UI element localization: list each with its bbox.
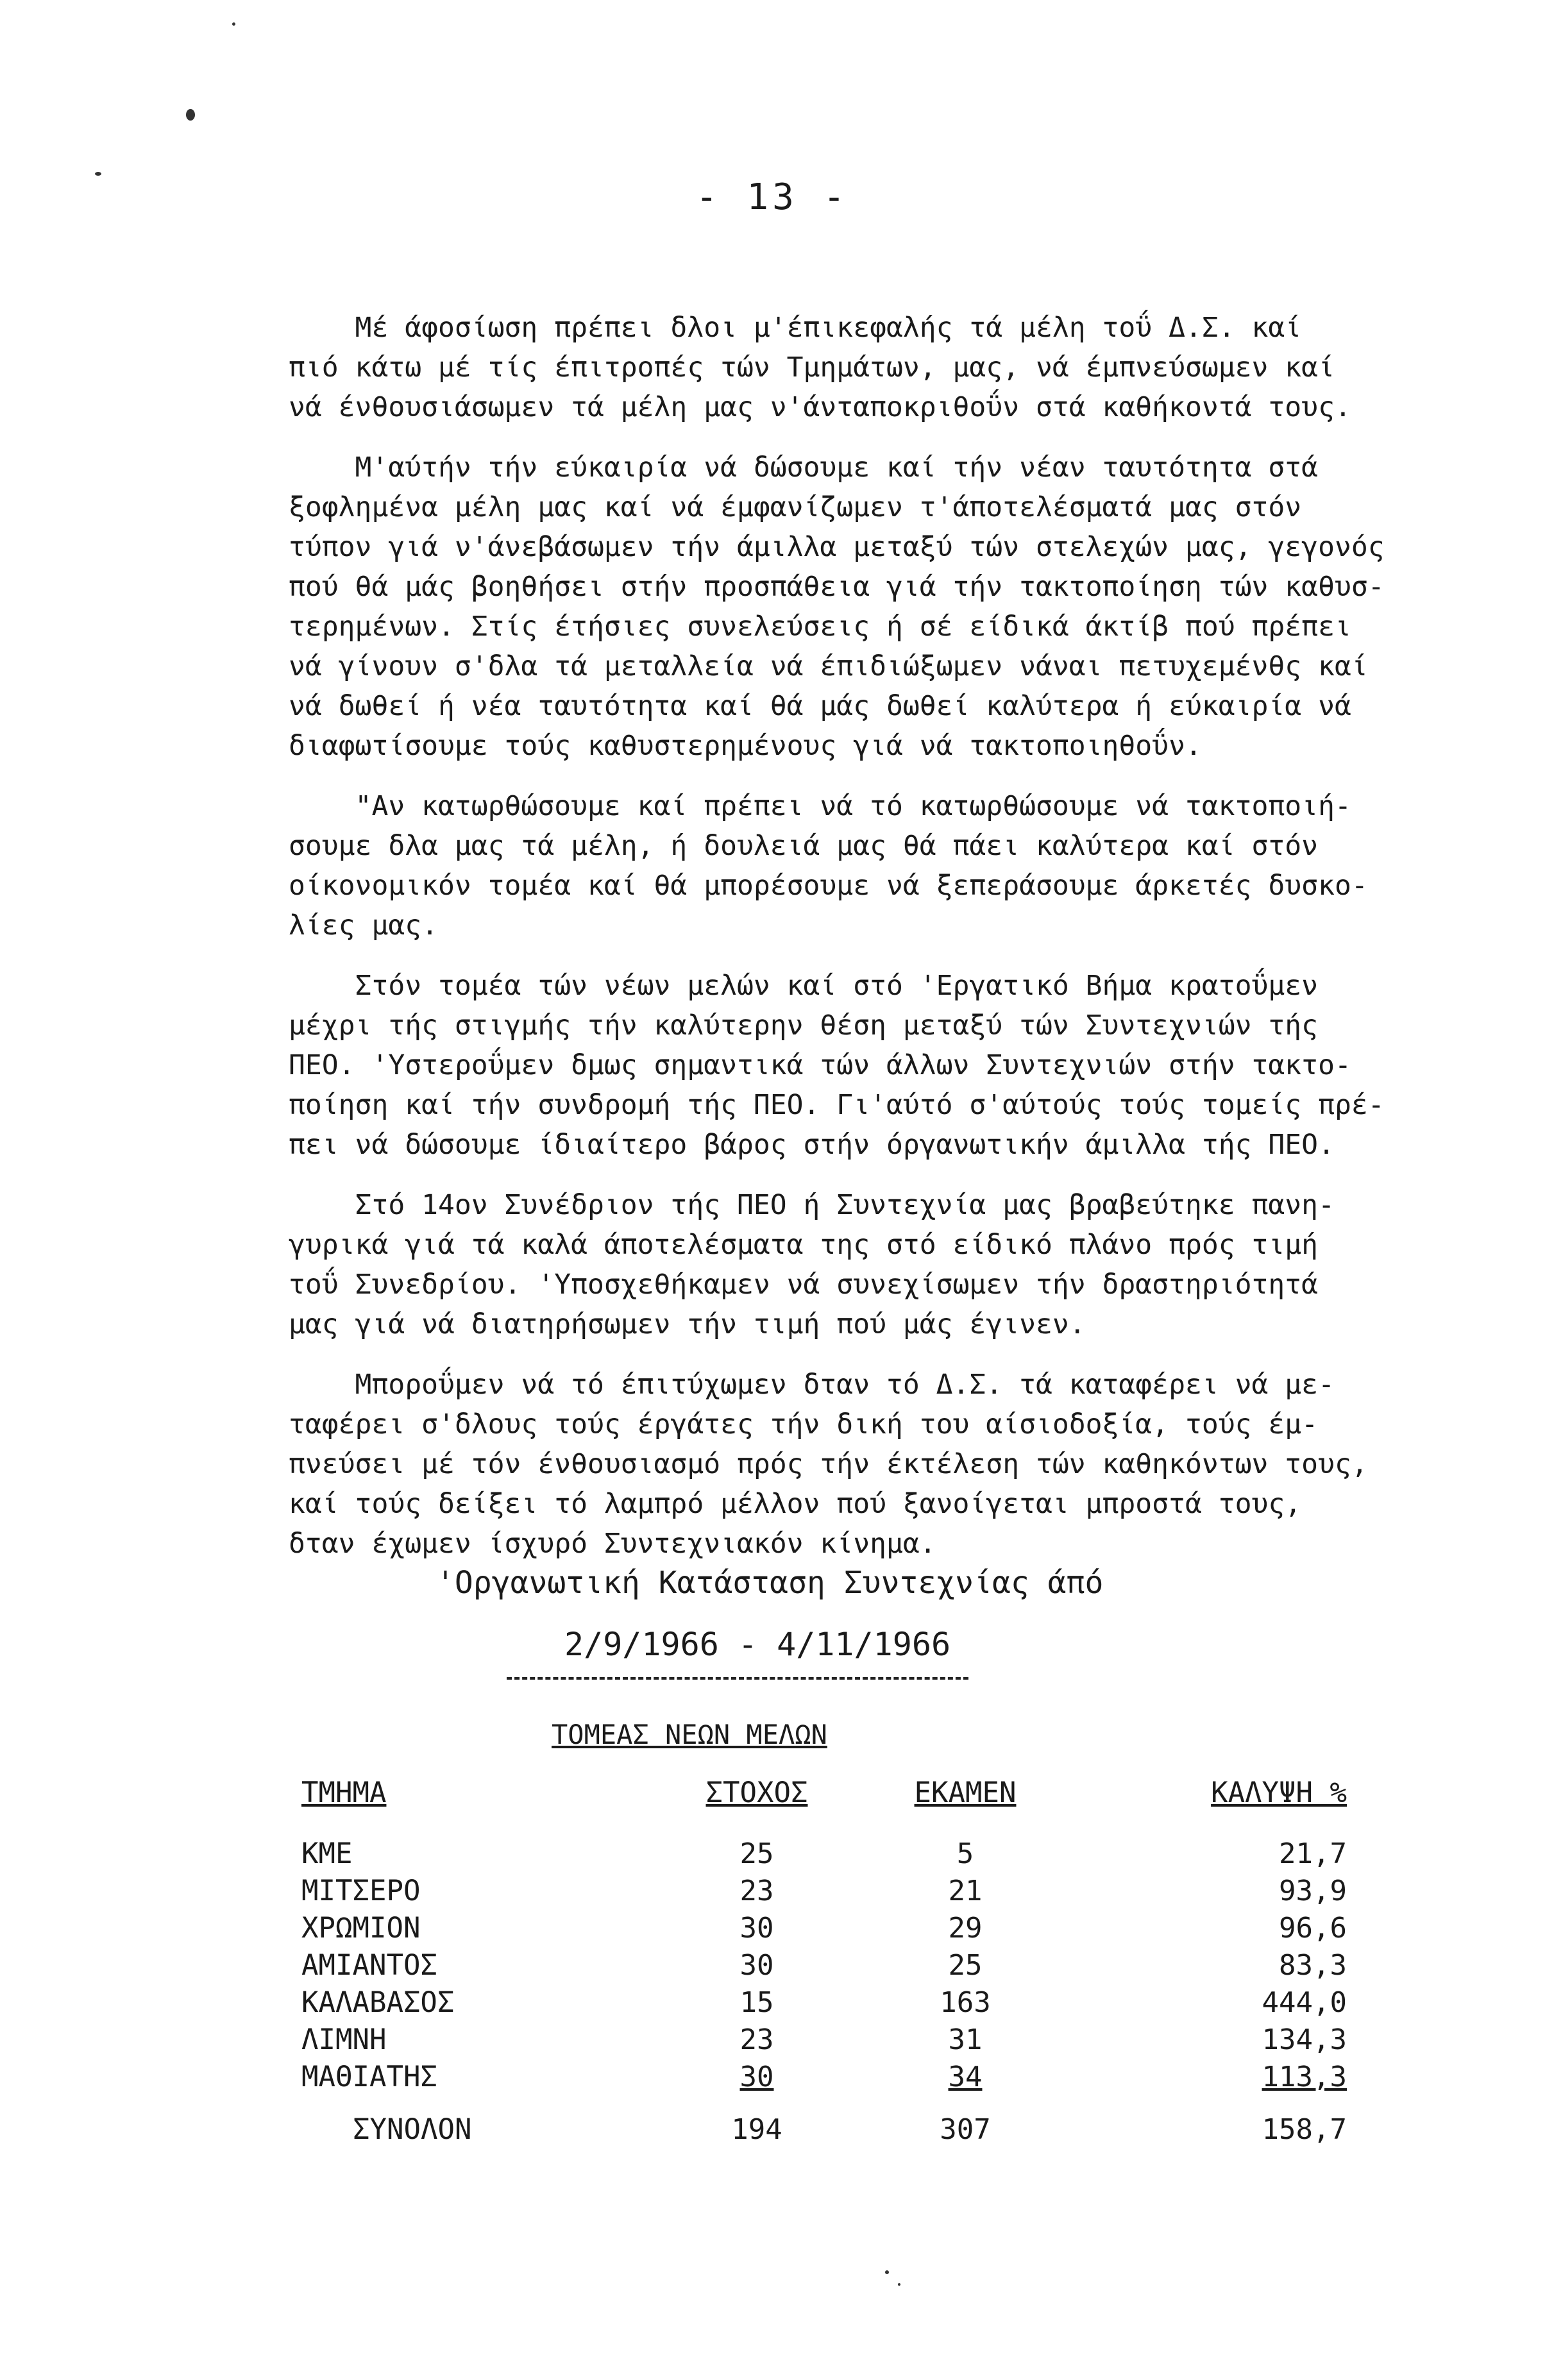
text-line: νά δωθεί ή νέα ταυτότητα καί θά μάς δωθεί καλύτερα ή εύκαιρία νά: [289, 690, 1351, 722]
cell-target-value: 30: [739, 2060, 774, 2093]
table-total-row: [301, 2095, 1372, 2148]
report-date-range: 2/9/1966 - 4/11/1966: [564, 1626, 951, 1663]
body-text: [289, 308, 1462, 1564]
text-line: ταφέρει σ'δλους τούς έργάτες τήν δική του αίσιοδοξία, τούς έμ-: [289, 1408, 1319, 1440]
cell-target: 30: [739, 1911, 774, 1945]
table-row: [301, 1946, 1372, 1984]
cell-department: ΚΜΕ: [301, 1837, 353, 1870]
text-line: διαφωτίσουμε τούς καθυστερημένους γιά νά τακτοποιηθοΰν.: [289, 730, 1202, 762]
ink-speck: [186, 109, 195, 121]
cell-department: ΜΙΤΣΕΡΟ: [301, 1874, 421, 1907]
text-line: καί τούς δείξει τό λαμπρό μέλλον πού ξανοίγεται μπροστά τους,: [289, 1488, 1302, 1520]
cell-department: ΛΙΜΝΗ: [301, 2023, 387, 2056]
cell-target: 25: [739, 1837, 774, 1870]
text-line: μας γιά νά διατηρήσωμεν τήν τιμή πού μάς έγινεν.: [289, 1308, 1086, 1340]
column-header: ΕΚΑΜΕΝ: [914, 1777, 1017, 1809]
new-members-table: [301, 1777, 1372, 2148]
cell-department: ΧΡΩΜΙΟΝ: [301, 1911, 421, 1945]
report-heading: 'Οργανωτική Κατάσταση Συντεχνίας άπό: [436, 1565, 1104, 1601]
cell-achieved: 25: [948, 1948, 983, 1982]
cell-achieved: 5: [956, 1837, 974, 1870]
cell-achieved: 29: [948, 1911, 983, 1945]
cell-target: 23: [739, 2023, 774, 2056]
text-line: πιό κάτω μέ τίς έπιτροπές τών Τμημάτων, μας, νά έμπνεύσωμεν καί: [289, 351, 1335, 384]
table-header-row: [301, 1777, 1372, 1835]
total-coverage: 158,7: [1262, 2113, 1347, 2146]
cell-target: [661, 2058, 853, 2095]
paragraph: [289, 966, 1462, 1165]
cell-department: ΜΑΘΙΑΤΗΣ: [301, 2060, 437, 2093]
cell-department: ΚΑΛΑΒΑΣΟΣ: [301, 1986, 455, 2019]
cell-achieved: 31: [948, 2023, 983, 2056]
text-line: τοΰ Συνεδρίου. 'Υποσχεθήκαμεν νά συνεχίσωμεν τήν δραστηριότητά: [289, 1269, 1319, 1301]
paragraph: [289, 308, 1462, 427]
column-header: ΤΜΗΜΑ: [301, 1777, 387, 1809]
text-line: μέχρι τής στιγμής τήν καλύτερην θέση μεταξύ τών Συντεχνιών τής: [289, 1009, 1319, 1042]
cell-target: 15: [739, 1986, 774, 2019]
total-target: 194: [731, 2113, 782, 2146]
ink-speck: [232, 22, 235, 26]
text-line: οίκονομικόν τομέα καί θά μπορέσουμε νά ξεπεράσουμε άρκετές δυσκο-: [289, 870, 1368, 902]
cell-coverage: 83,3: [1279, 1948, 1347, 1982]
cell-coverage: 444,0: [1262, 1986, 1347, 2019]
text-line: Μέ άφοσίωση πρέπει δλοι μ'έπικεφαλής τά μέλη τοΰ Δ.Σ. καί: [289, 312, 1302, 344]
table-row: [301, 1909, 1372, 1946]
table-row: [301, 2021, 1372, 2058]
text-line: σουμε δλα μας τά μέλη, ή δουλειά μας θά πάει καλύτερα καί στόν: [289, 830, 1319, 862]
text-line: ΠΕΟ. 'Υστεροΰμεν δμως σημαντικά τών άλλων Συντεχνιών στήν τακτο-: [289, 1049, 1351, 1081]
cell-coverage: 21,7: [1279, 1837, 1347, 1870]
paragraph: [289, 1365, 1462, 1564]
text-line: γυρικά γιά τά καλά άποτελέσματα της στό είδικό πλάνο πρός τιμή: [289, 1229, 1319, 1261]
cell-achieved: [853, 2058, 1077, 2095]
text-line: Στό 14ον Συνέδριον τής ΠΕΟ ή Συντεχνία μας βραβεύτηκε πανη-: [289, 1189, 1335, 1221]
cell-achieved: 21: [948, 1874, 983, 1907]
cell-target: 23: [739, 1874, 774, 1907]
cell-coverage-value: 113,3: [1262, 2060, 1347, 2093]
text-line: νά ένθουσιάσωμεν τά μέλη μας ν'άνταποκριθοΰν στά καθήκοντά τους.: [289, 391, 1351, 423]
page-number: - 13 -: [696, 176, 849, 218]
cell-coverage: 134,3: [1262, 2023, 1347, 2056]
text-line: ξοφλημένα μέλη μας καί νά έμφανίζωμεν τ'άποτελέσματά μας στόν: [289, 491, 1302, 523]
section-title: ΤΟΜΕΑΣ ΝΕΩΝ ΜΕΛΩΝ: [552, 1719, 827, 1750]
text-line: Μ'αύτήν τήν εύκαιρία νά δώσουμε καί τήν νέαν ταυτότητα στά: [289, 452, 1319, 484]
text-line: "Αν κατωρθώσουμε καί πρέπει νά τό κατωρθώσουμε νά τακτοποιή-: [289, 790, 1351, 822]
paragraph: [289, 1185, 1462, 1344]
cell-coverage: [1077, 2058, 1372, 2095]
text-line: πνεύσει μέ τόν ένθουσιασμό πρός τήν έκτέλεση τών καθηκόντων τους,: [289, 1448, 1368, 1480]
ink-speck: [95, 172, 101, 176]
paragraph: [289, 448, 1462, 766]
text-line: πει νά δώσουμε ίδιαίτερο βάρος στήν όργανωτικήν άμιλλα τής ΠΕΟ.: [289, 1129, 1335, 1161]
text-line: πού θά μάς βοηθήσει στήν προσπάθεια γιά τήν τακτοποίηση τών καθυσ-: [289, 571, 1385, 603]
total-achieved: 307: [940, 2113, 991, 2146]
table-row: [301, 1872, 1372, 1909]
text-line: ποίηση καί τήν συνδρομή τής ΠΕΟ. Γι'αύτό σ'αύτούς τούς τομείς πρέ-: [289, 1089, 1385, 1121]
dashed-divider: [507, 1677, 968, 1680]
cell-coverage: 96,6: [1279, 1911, 1347, 1945]
text-line: δταν έχωμεν ίσχυρό Συντεχνιακόν κίνημα.: [289, 1528, 936, 1560]
cell-achieved: 163: [940, 1986, 991, 2019]
table-row: [301, 2058, 1372, 2095]
text-line: Μποροΰμεν νά τό έπιτύχωμεν δταν τό Δ.Σ. τά καταφέρει νά με-: [289, 1369, 1335, 1401]
cell-target: 30: [739, 1948, 774, 1982]
ink-speck: [898, 2283, 900, 2286]
text-line: τερημένων. Στίς έτήσιες συνελεύσεις ή σέ είδικά άκτίβ πού πρέπει: [289, 611, 1351, 643]
ink-speck: [885, 2270, 889, 2274]
cell-department: ΑΜΙΑΝΤΟΣ: [301, 1948, 437, 1982]
text-line: Στόν τομέα τών νέων μελών καί στό 'Εργατικό Βήμα κρατοΰμεν: [289, 970, 1319, 1002]
text-line: νά γίνουν σ'δλα τά μεταλλεία νά έπιδιώξωμεν νάναι πετυχεμένθς καί: [289, 650, 1368, 682]
text-line: τύπον γιά ν'άνεβάσωμεν τήν άμιλλα μεταξύ τών στελεχών μας, γεγονός: [289, 531, 1385, 563]
paragraph: [289, 786, 1462, 945]
column-header: ΣΤΟΧΟΣ: [705, 1777, 808, 1809]
table-row: [301, 1835, 1372, 1872]
total-label: ΣΥΝΟΛΟΝ: [353, 2113, 472, 2146]
cell-coverage: 93,9: [1279, 1874, 1347, 1907]
text-line: λίες μας.: [289, 909, 438, 941]
cell-achieved-value: 34: [948, 2060, 983, 2093]
column-header: ΚΑΛΥΨΗ %: [1211, 1777, 1347, 1809]
table-row: [301, 1984, 1372, 2021]
